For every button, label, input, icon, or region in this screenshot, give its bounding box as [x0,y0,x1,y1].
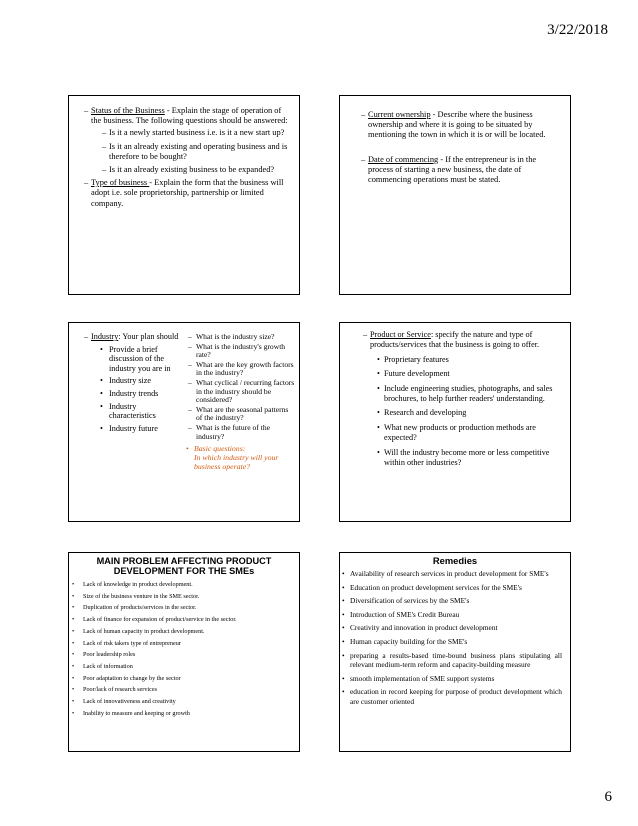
current-ownership-item [352,110,560,141]
list-item: • Duplication of products/services in the sector. [69,604,295,611]
industry-bullet: • Industry future [77,424,181,434]
list-item: • Lack of information [69,663,295,670]
description: - If the entrepreneur is in the process of starting a new business, the date of commencing operations must be stated. [368,154,537,185]
slide-content [348,330,564,472]
industry-bullet: • Provide a brief discussion of the industry you are in [77,345,181,374]
slide-ownership [339,95,571,295]
list-item: • preparing a results-based time-bound business plans stipulating all relevant medium-term reform and capacity-building measure [340,651,562,670]
list-item: • education in record keeping for purpose of product development which are customer oriented [340,687,562,706]
term: Industry [91,332,119,341]
product-bullet: • Will the industry become more or less competitive within other industries? [348,448,564,469]
industry-question: – What is the future of the industry? [184,424,296,441]
status-of-business-item [75,106,291,126]
industry-question: – What is the industry size? [184,333,296,342]
slide-business-status [68,95,300,295]
list-item: • Inability to measure and keeping or growth [69,710,295,717]
list-item: • Lack of human capacity in product development. [69,628,295,635]
list-item: • Diversification of services by the SME's [340,596,562,606]
page-number: 6 [604,789,612,805]
list-item: • Creativity and innovation in product development [340,623,562,633]
slide-content [75,106,291,211]
list-item: • Lack of risk takers type of entrepreneur [69,640,295,647]
industry-left-column [77,332,181,433]
slide-remedies [339,552,571,752]
product-bullet: • What new products or production methods are expected? [348,423,564,444]
list-item: • Lack of innovativeness and creativity [69,698,295,705]
problem-list [69,581,295,721]
list-item: • Education on product development services for the SME's [340,583,562,593]
industry-question: – What are the key growth factors in the industry? [184,361,296,378]
description: - Explain the form that the business will adopt i.e. sole proprietorship, partnership or limited company. [91,178,284,208]
product-bullet: • Research and developing [348,408,564,418]
remedies-list [340,569,562,711]
description: : Your plan should [118,332,179,341]
industry-bullet: • Industry characteristics [77,402,181,421]
slide-content [352,110,560,199]
basic-questions-label: • Basic questions: [184,444,296,453]
list-item: • Lack of finance for expansion of product/service in the sector. [69,616,295,623]
question-item: – Is it an already existing business to be expanded? [75,165,291,175]
list-item: • Poor/lack of research services [69,686,295,693]
product-bullet: • Future development [348,369,564,379]
question-item: – Is it an already existing and operating business and is therefore to be bought? [75,142,291,162]
industry-bullet: • Industry size [77,376,181,386]
term: Current ownership [368,110,431,119]
industry-bullet: • Industry trends [77,389,181,399]
page-date: 3/22/2018 [547,22,608,38]
list-item: • Human capacity building for the SME's [340,637,562,647]
type-of-business-item [75,178,291,209]
list-item: • Lack of knowledge in product development. [69,581,295,588]
list-item: • Poor leadership roles [69,651,295,658]
question-item: – Is it a newly started business i.e. is it a new start up? [75,128,291,138]
product-service-intro [348,330,564,351]
product-bullet: • Proprietary features [348,355,564,365]
list-item: • Size of the business venture in the SME sector. [69,593,295,600]
term: Product or Service [370,330,431,339]
list-item: • smooth implementation of SME support systems [340,674,562,684]
term: Type of business [91,178,150,188]
slide-main-problems [68,552,300,752]
description: - Explain the stage of operation of the business. The following questions should be answered: [91,106,288,126]
industry-intro [77,332,181,342]
basic-questions [184,444,296,471]
slide-title: Remedies [432,555,478,566]
industry-right-column [184,333,296,471]
product-bullet: • Include engineering studies, photographs, and sales brochures, to help further readers' understanding. [348,384,564,405]
industry-question: – What is the industry's growth rate? [184,343,296,360]
term: Date of commencing [368,154,439,164]
basic-question-text: In which industry will your business operate? [194,453,279,472]
list-item: • Introduction of SME's Credit Bureau [340,610,562,620]
list-item: • Availability of research services in product development for SME's [340,569,562,579]
industry-question: – What are the seasonal patterns of the industry? [184,406,296,423]
slide-industry [68,322,300,522]
slide-product-service [339,322,571,522]
date-of-commencing-item [352,155,560,186]
description: : specify the nature and type of products/services that the business is going to offer. [370,330,540,350]
slide-title: MAIN PROBLEM AFFECTING PRODUCT DEVELOPMENT FOR THE SMEs [96,556,272,577]
list-item: • Poor adaptation to change by the sector [69,675,295,682]
industry-question: – What cyclical / recurring factors in the industry should be considered? [184,379,296,405]
description: - Describe where the business ownership and where it is going to be situated by mentioning the town in which it is or will be located. [368,110,546,140]
term: Status of the Business [91,106,165,115]
